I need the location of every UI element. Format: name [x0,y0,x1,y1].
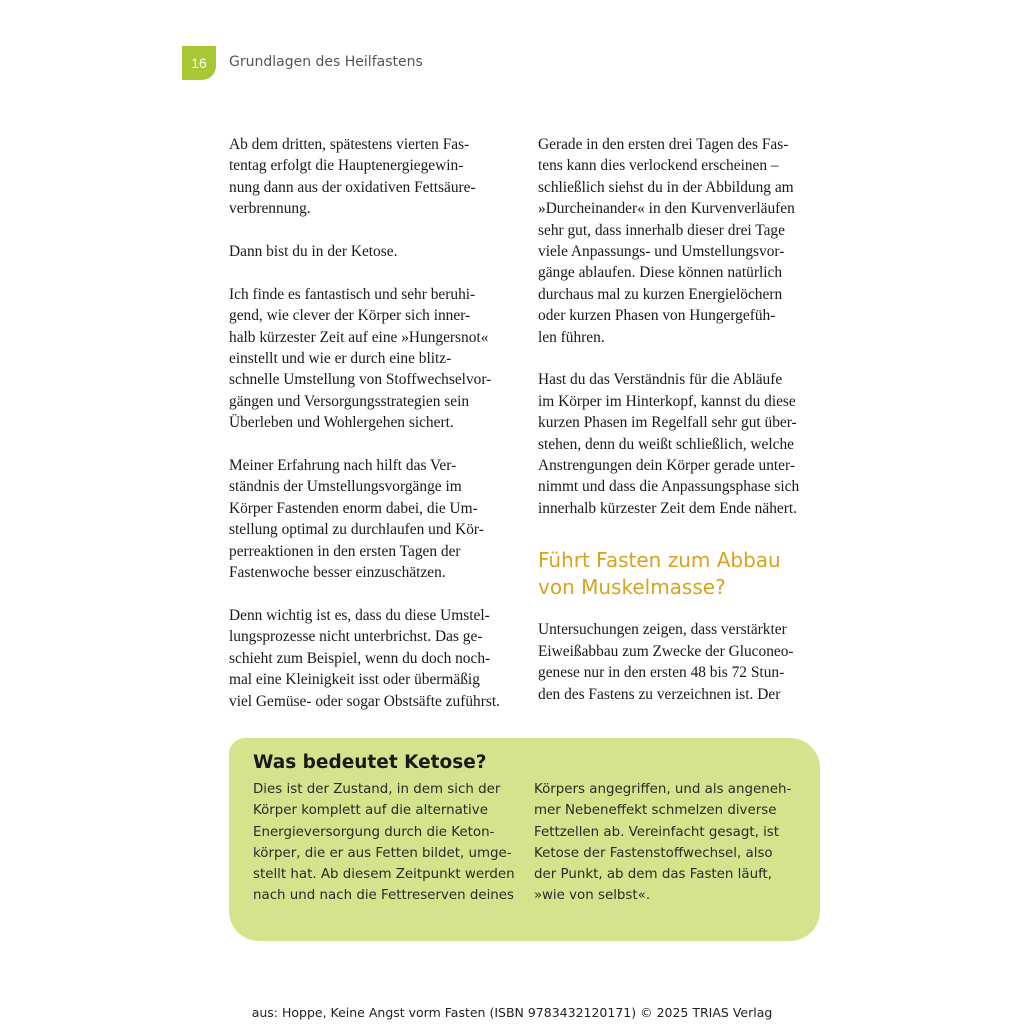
text-line: gängen und Versorgungsstrategien sein [229,392,470,410]
text-line: von Muskelmasse? [538,575,726,600]
text-line: perreaktionen in den ersten Tagen der [229,542,461,560]
page-number: 16 [191,55,207,71]
left-column [229,134,514,712]
footer-credit: aus: Hoppe, Keine Angst vorm Fasten (ISBN 9783432120171) © 2025 TRIAS Verlag [251,1005,773,1020]
text-line: »wie von selbst«. [534,888,651,904]
page-number-tab [182,46,216,80]
text-line: Untersuchungen zeigen, dass verstärkter [538,621,787,639]
text-line: len führen. [538,328,605,346]
text-line: einstellt und wie er durch eine blitz- [229,350,452,368]
text-line: verbrennung. [229,200,311,218]
text-line: viele Anpassungs- und Umstellungsvor- [538,243,785,261]
body-paragraph [229,284,514,434]
body-paragraph [538,619,823,705]
text-line: gänge ablaufen. Diese können natürlich [538,264,783,282]
body-paragraph [538,134,823,348]
text-line: durchaus mal zu kurzen Energielöchern [538,285,783,303]
text-line: genese nur in den ersten 48 bis 72 Stun- [538,664,785,682]
text-line: den des Fastens zu verzeichnen ist. Der [538,685,781,703]
running-head: Grundlagen des Heilfastens [229,54,423,70]
text-line: Dann bist du in der Ketose. [229,243,398,261]
text-line: nimmt und dass die Anpassungsphase sich [538,478,800,496]
text-line: sehr gut, dass innerhalb dieser drei Tage [538,221,785,239]
text-line: der Punkt, ab dem das Fasten läuft, [534,867,773,883]
text-line: Überleben und Wohlergehen sichert. [229,414,454,432]
text-line: kurzen Phasen im Regelfall sehr gut über- [538,414,797,432]
body-paragraph [229,134,514,220]
text-line: halb kürzester Zeit auf eine »Hungersnot« [229,328,489,346]
text-line: Denn wichtig ist es, dass du diese Umstel- [229,606,490,624]
text-line: Hast du das Verständnis für die Abläufe [538,371,783,389]
right-column [538,134,823,705]
text-line: stellung optimal zu durchlaufen und Kör- [229,521,484,539]
info-box-right-column [534,779,796,907]
text-line: lungsprozesse nicht unterbrichst. Das ge- [229,628,483,646]
text-line: Führt Fasten zum Abbau [538,548,781,573]
section-heading [538,547,823,601]
text-line: Dies ist der Zustand, in dem sich der [253,782,501,797]
text-line: Ab dem dritten, spätestens vierten Fas- [229,136,470,153]
text-line: gend, wie clever der Körper sich inner- [229,307,471,325]
text-line: »Durcheinander« in den Kurvenverläufen [538,200,795,218]
text-line: ständnis der Umstellungsvorgänge im [229,478,462,496]
text-line: Körper komplett auf die alternative [253,803,488,819]
text-line: schieht zum Beispiel, wenn du doch noch- [229,649,491,667]
text-line: stehen, denn du weißt schließlich, welche [538,435,795,453]
info-box-columns [253,779,796,907]
text-line: stellt hat. Ab diesem Zeitpunkt werden [253,867,515,883]
info-box-left-column [253,779,515,907]
body-paragraph [229,241,514,262]
text-line: Meiner Erfahrung nach hilft das Ver- [229,457,457,475]
text-line: Eiweißabbau zum Zwecke der Gluconeo- [538,642,794,660]
text-line: Gerade in den ersten drei Tagen des Fas- [538,136,789,153]
text-line: tens kann dies verlockend erscheinen – [538,157,779,175]
text-line: körper, die er aus Fetten bildet, umge- [253,845,512,861]
text-line: Fastenwoche besser einzuschätzen. [229,564,446,582]
text-line: Energieversorgung durch die Keton- [253,824,495,840]
info-box-ketose [229,738,820,941]
text-line: Ich finde es fantastisch und sehr beruhi- [229,285,476,303]
body-paragraph [538,369,823,519]
text-line: Anstrengungen dein Körper gerade unter- [538,457,795,475]
info-box-title: Was bedeutet Ketose? [253,752,487,773]
text-line: nach und nach die Fettreserven deines [253,888,514,904]
text-line: mal eine Kleinigkeit isst oder übermäßig [229,671,480,689]
text-line: nung dann aus der oxidativen Fettsäure- [229,178,476,196]
text-line: innerhalb kürzester Zeit dem Ende nähert. [538,499,797,517]
text-line: oder kurzen Phasen von Hungergefüh- [538,307,776,325]
text-line: Fettzellen ab. Vereinfacht gesagt, ist [534,824,780,840]
text-line: Körpers angegriffen, und als angeneh- [534,782,792,797]
text-line: Ketose der Fastenstoffwechsel, also [534,845,773,861]
text-line: viel Gemüse- oder sogar Obstsäfte zuführst. [229,692,500,710]
body-paragraph [229,455,514,583]
text-line: schnelle Umstellung von Stoffwechselvor- [229,371,492,389]
text-line: im Körper im Hinterkopf, kannst du diese [538,392,796,410]
text-line: schließlich siehst du in der Abbildung am [538,178,794,196]
text-line: tentag erfolgt die Hauptenergiegewin- [229,157,464,175]
text-line: Körper Fastenden enorm dabei, die Um- [229,499,478,517]
text-line: mer Nebeneffekt schmelzen diverse [534,803,777,819]
body-paragraph [229,605,514,712]
